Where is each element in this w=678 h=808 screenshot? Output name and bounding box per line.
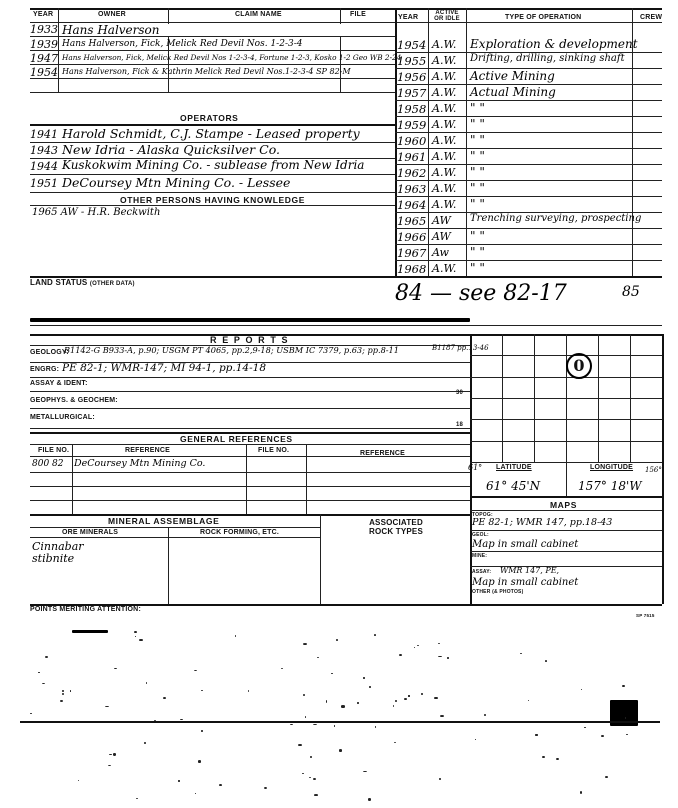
scan-speck [357,702,358,704]
scan-speck [146,682,147,684]
scan-speck [393,705,394,707]
scan-speck [584,727,585,728]
mine-label: MINE: [472,553,488,559]
scan-speck [194,670,197,671]
owner-text: Hans Halverson, Fick, Melick Red Devil Nos. 1-2-3-4 [62,39,303,49]
operator-text: Kuskokwim Mining Co. - sublease from New Idria [62,158,365,172]
activity-status: A.W. [432,70,457,83]
header-file: FILE [350,11,366,18]
scan-speck [108,765,112,766]
metall-label: METALLURGICAL: [30,414,95,421]
scan-speck [109,754,113,755]
gr-col-ref2: REFERENCE [360,450,405,457]
scan-speck [414,647,415,648]
mineral-title: MINERAL ASSEMBLAGE [108,516,220,526]
general-refs-title: GENERAL REFERENCES [180,434,293,444]
gr-ref: DeCoursey Mtn Mining Co. [74,458,206,469]
scan-speck [341,705,345,707]
scan-speck [535,734,538,735]
activity-status: A.W. [432,198,457,211]
activity-year: 1959 [397,118,427,132]
scan-speck [290,724,293,725]
post-lon: 156° [645,466,662,474]
ore-mineral: stibnite [32,552,75,565]
owner-text: Hans Halverson, Fick & Kathrin Melick Red Devil Nos.1-2-3-4 SP 82-M [62,67,351,76]
activity-status: A.W. [432,102,457,115]
land-status-note: 84 — see 82-17 [395,281,567,306]
gr-col-file: FILE NO. [38,447,70,454]
engrg-label: ENGRG: [30,366,60,373]
topog-label: TOPOG: [472,512,493,518]
activity-operation: " " [470,229,485,243]
activity-status: A.W. [432,54,457,67]
scan-speck [136,798,138,799]
scan-speck [248,690,249,692]
scan-speck [309,777,311,778]
activity-status: A.W. [432,262,457,275]
scan-speck [363,677,365,678]
reports-title: R E P O R T S [210,335,290,345]
scan-speck [113,753,116,755]
scan-speck [198,760,202,762]
scan-speck [542,756,545,758]
scan-speck [417,645,419,646]
grid-line [470,355,662,356]
scan-speck [154,720,156,721]
activity-status: AW [432,214,451,227]
assay-label: ASSAY & IDENT: [30,380,88,387]
activity-operation: Actual Mining [470,85,556,99]
activity-year: 1962 [397,166,427,180]
operator-text: DeCoursey Mtn Mining Co. - Lessee [62,175,291,190]
activity-operation: " " [470,165,485,179]
scan-speck [195,793,196,795]
scan-speck [440,715,444,717]
activity-operation: " " [470,101,485,115]
scan-speck [601,735,604,737]
longitude-label: LONGITUDE [590,464,634,471]
scan-speck [201,730,202,732]
scan-speck [303,643,307,645]
activity-operation: " " [470,149,485,163]
scan-speck [178,780,180,781]
scan-speck [625,717,626,719]
scan-speck [580,791,582,793]
scan-speck [281,668,283,669]
activity-operation: " " [470,133,485,147]
land-status-sub: (OTHER DATA) [89,281,135,287]
geophys-label: GEOPHYS. & GEOCHEM: [30,397,118,404]
geol-label: GEOL: [472,532,489,538]
header-owner: OWNER [98,11,126,18]
land-status-note-right: 85 [622,284,640,300]
geology-label: GEOLOGY: [30,349,69,356]
scan-speck [303,694,306,696]
scan-speck [434,697,437,699]
activity-year: 1964 [397,198,427,212]
scan-speck [298,744,302,746]
activity-status: A.W. [432,166,457,179]
geology-extra: B1187 pp.13-46 [432,344,489,352]
operator-year: 1941 [30,128,58,141]
scan-speck [38,672,39,673]
activity-operation: " " [470,181,485,195]
activity-operation: Active Mining [470,69,555,83]
scan-speck [520,653,521,654]
activity-operation: " " [470,261,485,275]
activity-operation: Exploration & development [470,37,638,51]
activity-status: Aw [432,246,449,259]
grid-line [470,441,662,442]
header-year: YEAR [33,11,54,18]
scan-speck [556,758,559,760]
header-type-of-operation: TYPE OF OPERATION [505,14,582,21]
scan-speck [302,773,304,775]
scan-speck [339,749,342,751]
activity-year: 1966 [397,230,427,244]
scan-speck [363,771,367,772]
land-status-text: LAND STATUS [30,278,88,287]
scan-speck [144,742,146,744]
gr-col-ref: REFERENCE [125,447,170,454]
ore-mineral: Cinnabar [32,540,84,553]
scan-speck [368,798,371,800]
scan-speck [45,656,48,658]
activity-status: A.W. [432,134,457,147]
header-claim-name: CLAIM NAME [235,11,282,18]
scan-speck [264,787,267,789]
scan-speck [622,685,624,687]
activity-status: AW [432,230,451,243]
scan-speck [331,673,333,675]
scan-speck [545,660,547,662]
scan-speck [219,784,222,786]
latitude-value: 61° 45'N [486,479,541,493]
gr-col-file2: FILE NO. [258,447,290,454]
scan-speck [439,778,441,780]
activity-status: A.W. [432,38,457,51]
scan-speck [528,700,529,701]
activity-year: 1968 [397,262,427,276]
activity-status: A.W. [432,86,457,99]
grid-mark-text: 0 [573,356,585,375]
geology-value: B1142-G B933-A, p.90; USGM PT 4065, pp.2,9-18; USBM IC 7379, p.63; pp.8-11 [64,345,399,355]
scan-speck [399,654,402,656]
scan-speck [475,739,477,741]
operator-year: 1943 [30,144,58,157]
owner-year: 1933 [30,23,58,36]
activity-status: A.W. [432,118,457,131]
scan-speck [62,693,64,695]
header-crew: CREW [640,14,663,21]
scan-speck [334,725,335,726]
activity-operation: Trenching surveying, prospecting [470,213,642,224]
activity-operation: " " [470,117,485,131]
scan-speck [404,698,407,700]
scan-speck [438,643,440,644]
points-meriting-label: POINTS MERITING ATTENTION: [30,606,141,613]
scan-speck [235,635,236,637]
activity-operation: " " [470,245,485,259]
grid-line [470,377,662,378]
scan-speck [408,695,409,696]
scan-speck [375,726,376,728]
scan-speck [626,734,628,736]
activity-operation: " " [470,197,485,211]
scan-speck [313,778,316,780]
activity-year: 1957 [397,86,427,100]
geol-value: Map in small cabinet [472,539,579,550]
activity-year: 1961 [397,150,427,164]
land-status-label [30,278,135,287]
operator-text: New Idria - Alaska Quicksilver Co. [62,142,280,157]
grid-line [470,398,662,399]
scan-speck [134,631,138,633]
activity-year: 1967 [397,246,427,260]
operator-year: 1951 [30,177,58,190]
scan-speck [70,690,72,691]
activity-year: 1956 [397,70,427,84]
scan-speck [326,700,327,702]
scan-speck [42,683,45,684]
operator-year: 1944 [30,160,58,173]
scan-speck [310,756,312,758]
assoc-rock-label: ASSOCIATED ROCK TYPES [368,518,423,536]
owner-year: 1947 [30,52,58,65]
scan-speck [395,700,397,702]
scan-speck [139,639,143,641]
latitude-label: LATITUDE [496,464,532,471]
scan-speck [581,689,583,690]
num-18: 18 [456,422,464,428]
scan-speck [394,742,396,743]
scan-speck [60,700,63,702]
activity-year: 1955 [397,54,427,68]
scan-speck [163,697,166,699]
header-year2: YEAR [398,14,419,21]
scan-speck [201,690,203,691]
num-30: 30 [456,390,464,396]
rock-forming-label: ROCK FORMING, ETC. [200,529,280,536]
assay-map-value: WMR 147, PE, [500,566,560,575]
activity-status: A.W. [432,182,457,195]
scan-speck [114,668,116,669]
activity-year: 1963 [397,182,427,196]
topog-value: PE 82-1; WMR 147, pp.18-43 [472,517,613,528]
scan-speck [484,714,486,716]
owner-year: 1939 [30,38,58,51]
header-active-idle: ACTIVE OR IDLE [434,10,460,22]
activity-status: A.W. [432,150,457,163]
grid-line [470,419,662,420]
scan-speck [313,724,317,725]
scan-speck [438,656,441,657]
maps-title: MAPS [550,500,577,510]
scan-speck [369,686,370,688]
scan-speck [317,657,319,658]
activity-year: 1954 [397,38,427,52]
owner-year: 1954 [30,66,58,79]
scan-speck [305,716,306,718]
owner-text: Hans Halverson [62,23,160,37]
activity-year: 1960 [397,134,427,148]
scan-speck [78,780,79,781]
ore-minerals-label: ORE MINERALS [62,529,119,536]
scan-speck [180,719,183,720]
activity-year: 1958 [397,102,427,116]
owner-text: Hans Halverson, Fick, Melick Red Devil Nos 1-2-3-4, Fortune 1-2-3, Kosko 1-2 Geo WB 2-24 [62,53,402,62]
assay-map-value2: Map in small cabinet [472,577,579,588]
operator-text: Harold Schmidt, C.J. Stampe - Leased property [62,126,360,141]
scan-speck [314,794,318,796]
scan-speck [135,636,136,637]
scan-speck [30,713,32,714]
other-persons-title: OTHER PERSONS HAVING KNOWLEDGE [120,195,306,205]
other-person-text: 1965 AW - H.R. Beckwith [32,207,161,218]
scan-speck [374,634,376,636]
activity-year: 1965 [397,214,427,228]
gr-file: 800 82 [32,459,64,469]
scan-speck [336,639,338,641]
scan-speck [105,706,109,707]
scan-speck [421,693,423,695]
grid-mark [566,353,592,379]
operators-title: OPERATORS [180,113,239,123]
other-photos-label: OTHER (& PHOTOS) [472,589,524,595]
scan-speck [605,776,608,778]
scan-speck [62,690,64,692]
engrg-value: PE 82-1; WMR-147; MI 94-1, pp.14-18 [62,362,266,374]
form-code: SP 7515 [636,613,655,618]
assay-map-label: ASSAY: [472,569,492,575]
scan-speck [447,657,450,659]
activity-operation: Drifting, drilling, sinking shaft [470,53,625,64]
longitude-value: 157° 18'W [578,479,642,493]
pre-lat: 61° [468,463,483,472]
